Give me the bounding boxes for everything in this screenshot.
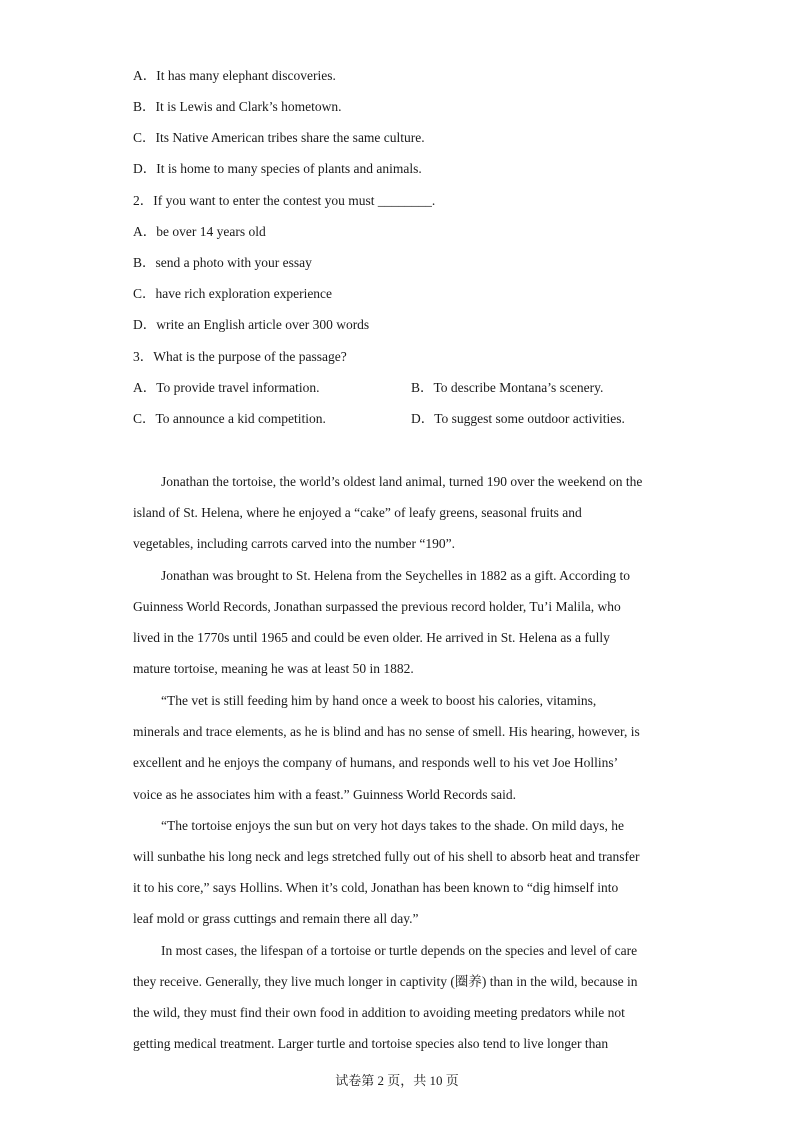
page-footer: 试卷第 2 页，共 10 页 (335, 1073, 459, 1088)
passage-line: leaf mold or grass cuttings and remain there all day.” (133, 911, 419, 926)
passage-line: voice as he associates him with a feast.” Guinness World Records said. (133, 787, 516, 802)
q3-option-d: D．To suggest some outdoor activities. (411, 411, 625, 426)
passage-line: minerals and trace elements, as he is blind and has no sense of smell. His hearing, however, is (133, 724, 640, 739)
passage-line: mature tortoise, meaning he was at least 50 in 1882. (133, 661, 414, 676)
passage-line: Jonathan the tortoise, the world’s oldest land animal, turned 190 over the weekend on the (161, 474, 643, 489)
passage-line: Jonathan was brought to St. Helena from the Seychelles in 1882 as a gift. According to (161, 568, 631, 583)
q1-option-c: C．Its Native American tribes share the same culture. (133, 130, 425, 145)
q1-option-d: D．It is home to many species of plants and animals. (133, 161, 422, 176)
q3-option-a: A．To provide travel information. (133, 380, 320, 395)
passage-line: lived in the 1770s until 1965 and could be even older. He arrived in St. Helena as a fully (133, 630, 610, 645)
q2-option-b: B．send a photo with your essay (133, 255, 312, 270)
passage-line: excellent and he enjoys the company of humans, and responds well to his vet Joe Hollins’ (133, 755, 619, 770)
passage-line: they receive. Generally, they live much longer in captivity (圈养) than in the wild, because in (133, 974, 638, 989)
q3-option-b: B．To describe Montana’s scenery. (411, 380, 604, 395)
passage-line: it to his core,” says Hollins. When it’s cold, Jonathan has been known to “dig himself into (133, 880, 619, 895)
passage-line: Guinness World Records, Jonathan surpassed the previous record holder, Tu’i Malila, who (133, 599, 621, 614)
passage-line: “The tortoise enjoys the sun but on very hot days takes to the shade. On mild days, he (161, 818, 625, 833)
passage-line: getting medical treatment. Larger turtle and tortoise species also tend to live longer than (133, 1036, 609, 1051)
passage-line: the wild, they must find their own food in addition to avoiding meeting predators while not (133, 1005, 625, 1020)
passage-line: In most cases, the lifespan of a tortoise or turtle depends on the species and level of care (161, 943, 638, 958)
passage-line: island of St. Helena, where he enjoyed a “cake” of leafy greens, seasonal fruits and (133, 505, 582, 520)
q2-option-c: C．have rich exploration experience (133, 286, 333, 301)
passage-line: vegetables, including carrots carved into the number “190”. (133, 536, 456, 551)
passage-line: will sunbathe his long neck and legs stretched fully out of his shell to absorb heat and transfer (133, 849, 640, 864)
q2-option-a: A．be over 14 years old (133, 224, 266, 239)
q2-option-d: D．write an English article over 300 words (133, 317, 370, 332)
passage-line: “The vet is still feeding him by hand once a week to boost his calories, vitamins, (161, 693, 597, 708)
q1-option-b: B．It is Lewis and Clark’s hometown. (133, 99, 342, 114)
q2-stem: 2．If you want to enter the contest you must ________. (133, 193, 436, 208)
q1-option-a: A．It has many elephant discoveries. (133, 68, 336, 83)
q3-option-c: C．To announce a kid competition. (133, 411, 326, 426)
q3-stem: 3．What is the purpose of the passage? (133, 349, 347, 364)
